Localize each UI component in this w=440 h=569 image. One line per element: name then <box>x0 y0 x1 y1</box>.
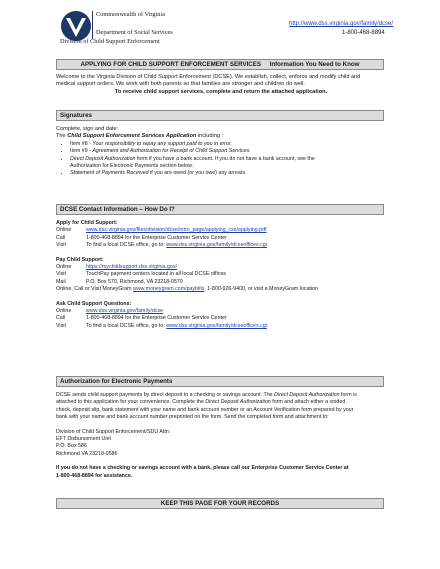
signatures-list <box>56 141 386 178</box>
signatures-line-1: Complete, sign and date: <box>56 126 119 132</box>
intro-text <box>56 74 386 96</box>
moneygram-link[interactable]: www.moneygram.com/paybills <box>133 286 205 293</box>
list-item: • Direct Deposit Authorization form if you have a bank account. If you do not have a bank account, see the Authorization for Electronic Payments section below. <box>70 156 386 171</box>
electronic-line-4: bank with your name and bank account number preprinted on the form. Send the completed form and attachment to: <box>56 414 329 421</box>
org-line-1: Commonwealth of Virginia <box>96 11 165 18</box>
header-phone: 1-800-468-8894 <box>342 30 385 36</box>
electronic-section <box>56 392 386 480</box>
electronic-line-2: attached to this application for your convenience. Complete the Direct Deposit Authorization form and attach either a voided <box>56 399 346 406</box>
intro-bar <box>56 59 384 70</box>
division-name: Division of Child Support Enforcement <box>60 38 160 45</box>
signatures-bar: Signatures <box>56 110 384 121</box>
electronic-line-3: check, deposit slip, bank statement with your name and bank account number or an Account Verification form prepared by your <box>56 406 354 413</box>
header-url-link[interactable]: http://www.dss.virginia.gov/family/dcse/ <box>289 21 394 27</box>
pay-moneygram-row: Online, Call or Visit MoneyGram www.moneygram.com/paybills, 1-800-926-9400, or visit a MoneyGram location <box>56 286 318 293</box>
footer-bar: KEEP THIS PAGE FOR YOUR RECORDS <box>56 498 384 509</box>
contact-section <box>56 220 386 330</box>
intro-bar-right: Information You Need to Know <box>269 61 360 68</box>
questions-online-row: Online www.dss.virginia.gov/family/dcse <box>56 308 164 315</box>
list-item: • Item #9 - Agreement and Authorization for Receipt of Child Support Services. <box>70 148 386 155</box>
intro-bar-left: APPLYING FOR CHILD SUPPORT ENFORCEMENT SERVICES <box>80 61 262 68</box>
apply-online-link[interactable]: www.dss.virginia.gov/files/division/dcse/intro_page/applying_css/applying.pdf <box>86 227 267 234</box>
apply-heading: Apply for Child Support: <box>56 220 118 226</box>
questions-visit-row: Visit To find a local DCSE office, go to: www.dss.virginia.gov/family/dcseoffices.cgi <box>56 322 267 329</box>
pay-visit-row: Visit TouchPay payment centers located in all local DCSE offices <box>56 271 227 278</box>
apply-online-row: Online www.dss.virginia.gov/files/division/dcse/intro_page/applying_css/applying.pdf <box>56 227 267 234</box>
intro-line-2: medical support orders. We work with both parents so that families are stronger and children do well. <box>56 81 305 88</box>
questions-online-link[interactable]: www.dss.virginia.gov/family/dcse <box>86 308 164 315</box>
questions-heading: Ask Child Support Questions: <box>56 300 132 307</box>
questions-offices-link[interactable]: www.dss.virginia.gov/family/dcseoffices.cgi <box>166 322 267 329</box>
list-item: • Item #8 - Your responsibility to repay any support paid to you in error. <box>70 141 386 148</box>
address-line-2: EFT Disbursement Unit <box>56 436 111 443</box>
pay-online-row: Online https://mychildsupport.dss.virginia.gov/ <box>56 264 177 271</box>
electronic-bar: Authorization for Electronic Payments <box>56 376 384 387</box>
electronic-line-1: DCSE sends child support payments by direct deposit to a checking or savings account. The Direct Deposit Authorization form is <box>56 392 357 398</box>
apply-call-row: Call 1-800-468-8894 for the Enterprise Customer Service Center <box>56 234 227 241</box>
address-line-3: P.O. Box 586 <box>56 443 87 450</box>
header-divider <box>92 11 93 39</box>
contact-bar: DCSE Contact Information – How Do I? <box>56 204 384 215</box>
org-line-2: Department of Social Services <box>96 29 173 36</box>
signatures-line-2: The Child Support Enforcement Services Application including : <box>56 133 224 140</box>
no-account-note-2: 1-800-468-8894 for assistance. <box>56 472 133 479</box>
address-line-4: Richmond VA 23218-0586 <box>56 450 118 457</box>
apply-offices-link[interactable]: www.dss.virginia.gov/family/dcseoffices.cgi <box>166 242 267 249</box>
pay-mail-row: Mail P.O. Box 570, Richmond, VA 23218-0570 <box>56 278 183 285</box>
application-title: Child Support Enforcement Services Application <box>67 133 197 140</box>
signatures-section <box>56 126 386 178</box>
intro-line-1: Welcome to the Virginia Division of Child Support Enforcement (DCSE). We establish, collect, enforce and modify child and <box>56 74 361 80</box>
intro-line-3: To receive child support services, complete and return the attached application. <box>114 88 328 95</box>
apply-visit-row: Visit To find a local DCSE office, go to: www.dss.virginia.gov/family/dcseoffices.cgi <box>56 242 267 249</box>
list-item: • Statement of Payments Received if you are owed (or you owe) any arrears. <box>70 170 386 177</box>
questions-call-row: Call 1-800-468-8894 for the Enterprise Customer Service Center <box>56 315 227 322</box>
no-account-note-1: If you do not have a checking or savings account with a bank, please call our Enterprise Customer Service Center at <box>56 465 349 472</box>
pay-online-link[interactable]: https://mychildsupport.dss.virginia.gov/ <box>86 264 177 271</box>
pay-heading: Pay Child Support: <box>56 256 104 263</box>
address-line-1: Division of Child Support Enforcement/SDU Attn: <box>56 428 171 435</box>
